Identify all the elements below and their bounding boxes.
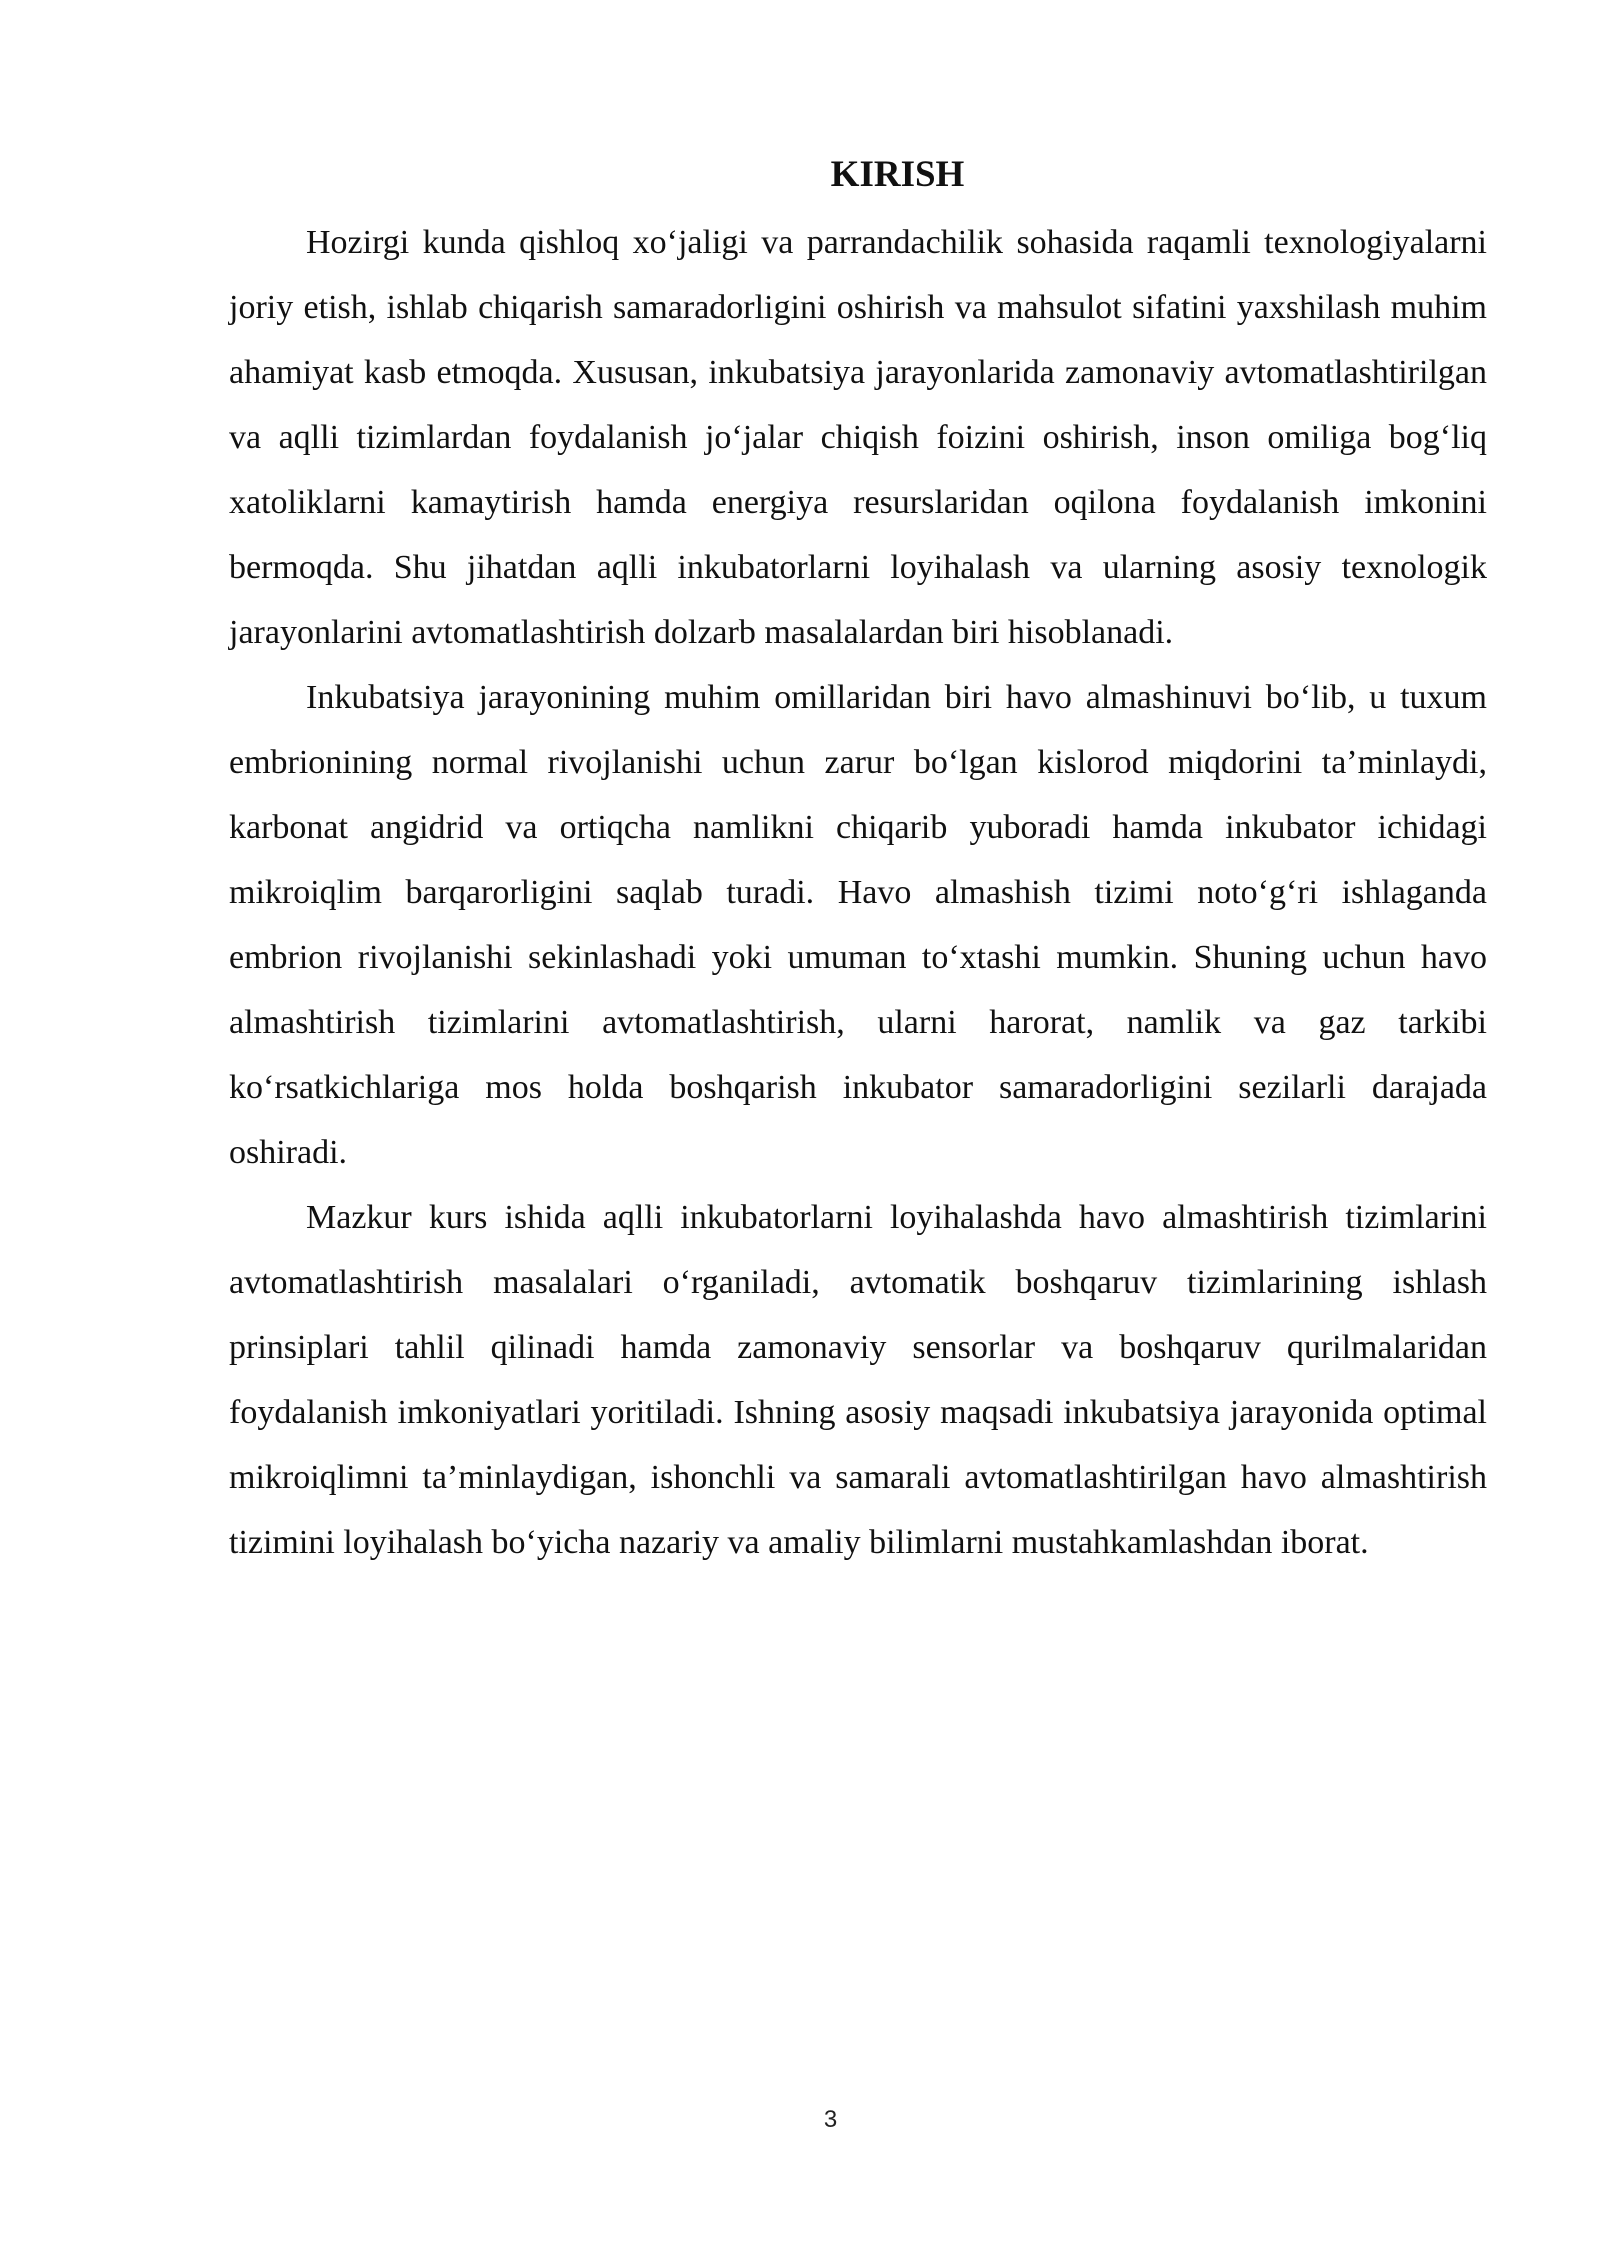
section-heading: KIRISH [830, 154, 965, 195]
body-text [229, 210, 1487, 1575]
paragraph-2: Inkubatsiya jarayonining muhim omillaridan biri havo almashinuvi bo‘lib, u tuxum embrionining normal rivojlanishi uchun zarur bo‘lgan kislorod miqdorini ta’minlaydi, karbonat angidrid va ortiqcha namlikni chiqarib yuboradi hamda inkubator ichidagi mikroiqlim barqarorligini saqlab turadi. Havo almashish tizimi noto‘g‘ri ishlaganda embrion rivojlanishi sekinlashadi yoki umuman to‘xtashi mumkin. Shuning uchun havo almashtirish tizimlarini avtomatlashtirish, ularni harorat, namlik va gaz tarkibi ko‘rsatkichlariga mos holda boshqarish inkubator samaradorligini sezilarli darajada oshiradi. [229, 679, 1487, 1171]
paragraph-1: Hozirgi kunda qishloq xo‘jaligi va parrandachilik sohasida raqamli texnologiyalarni joriy etish, ishlab chiqarish samaradorligini oshirish va mahsulot sifatini yaxshilash muhim ahamiyat kasb etmoqda. Xususan, inkubatsiya jarayonlarida zamonaviy avtomatlashtirilgan va aqlli tizimlardan foydalanish jo‘jalar chiqish foizini oshirish, inson omiliga bog‘liq xatoliklarni kamaytirish hamda energiya resurslaridan oqilona foydalanish imkonini bermoqda. Shu jihatdan aqlli inkubatorlarni loyihalash va ularning asosiy texnologik jarayonlarini avtomatlashtirish dolzarb masalalardan biri hisoblanadi. [229, 224, 1487, 651]
page-number: 3 [823, 2106, 838, 2133]
paragraph-3: Mazkur kurs ishida aqlli inkubatorlarni loyihalashda havo almashtirish tizimlarini avtomatlashtirish masalalari o‘rganiladi, avtomatik boshqaruv tizimlarining ishlash prinsiplari tahlil qilinadi hamda zamonaviy sensorlar va boshqaruv qurilmalaridan foydalanish imkoniyatlari yoritiladi. Ishning asosiy maqsadi inkubatsiya jarayonida optimal mikroiqlimni ta’minlaydigan, ishonchli va samarali avtomatlashtirilgan havo almashtirish tizimini loyihalash bo‘yicha nazariy va amaliy bilimlarni mustahkamlashdan iborat. [229, 1199, 1487, 1561]
